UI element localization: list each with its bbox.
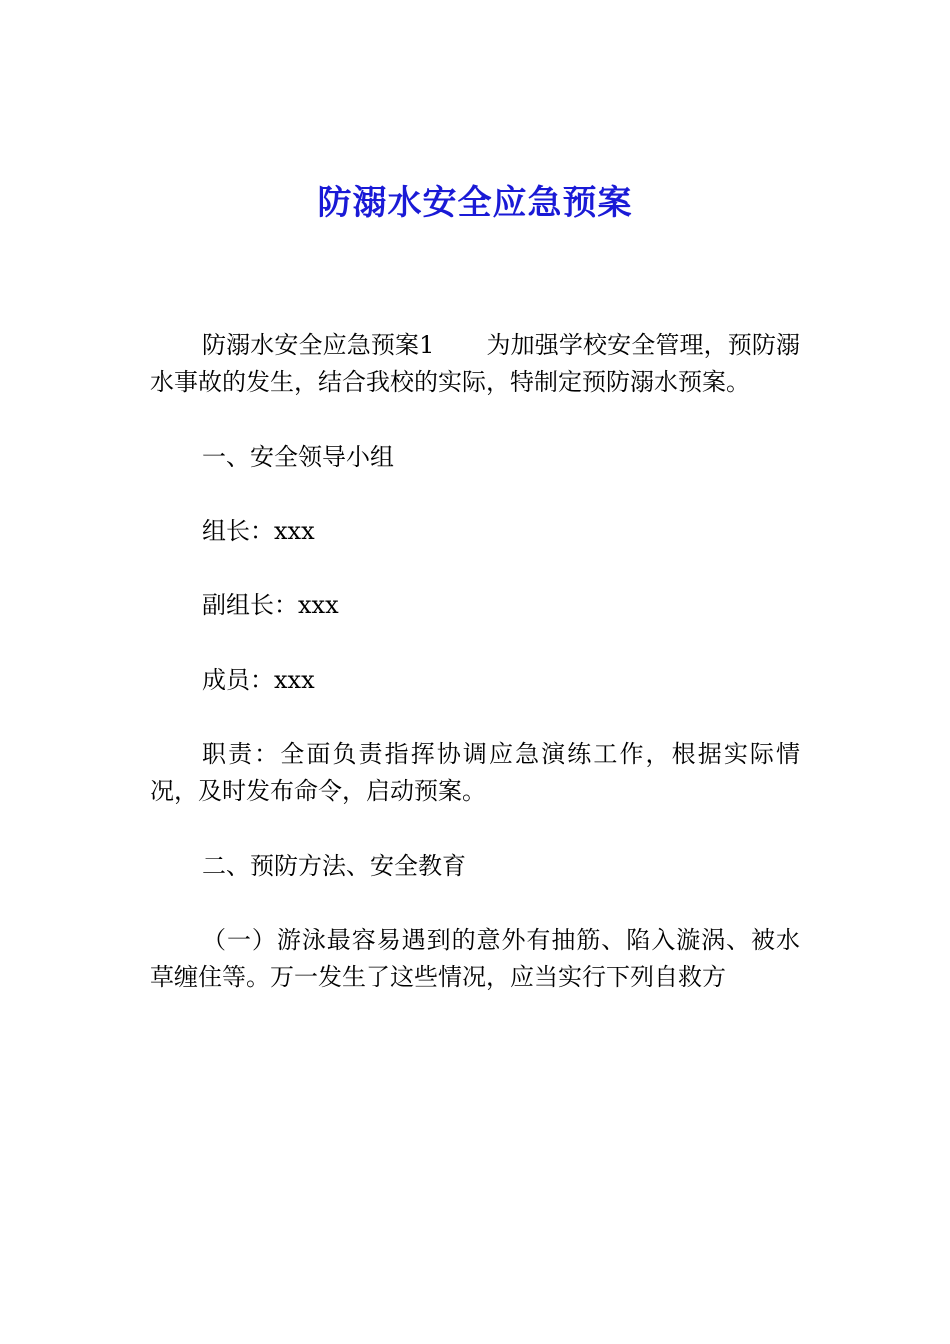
paragraph-text: 为加强学校安全管理，预防溺水事故的发生，结合我校的实际，特制定预防溺水预案。 [150, 331, 800, 397]
paragraph-deputy-leader: 副组长：xxx [202, 591, 339, 620]
paragraph-leader: 组长：xxx [202, 516, 315, 545]
document-title: 防溺水安全应急预案 [317, 183, 633, 223]
paragraph-heading-prevention: 二、预防方法、安全教育 [202, 851, 466, 880]
paragraph-members: 成员：xxx [202, 665, 315, 694]
paragraph-intro [150, 327, 800, 401]
paragraph-self-rescue: （一）游泳最容易遇到的意外有抽筋、陷入漩涡、被水草缠住等。万一发生了这些情况，应当实行下列自救方 [150, 926, 800, 992]
paragraph-heading-leadership: 一、安全领导小组 [202, 442, 394, 471]
paragraph-duties: 职责：全面负责指挥协调应急演练工作，根据实际情况，及时发布命令，启动预案。 [150, 740, 800, 806]
document-body [150, 327, 800, 1034]
section-heading-1: 防溺水安全应急预案1 [202, 331, 435, 359]
